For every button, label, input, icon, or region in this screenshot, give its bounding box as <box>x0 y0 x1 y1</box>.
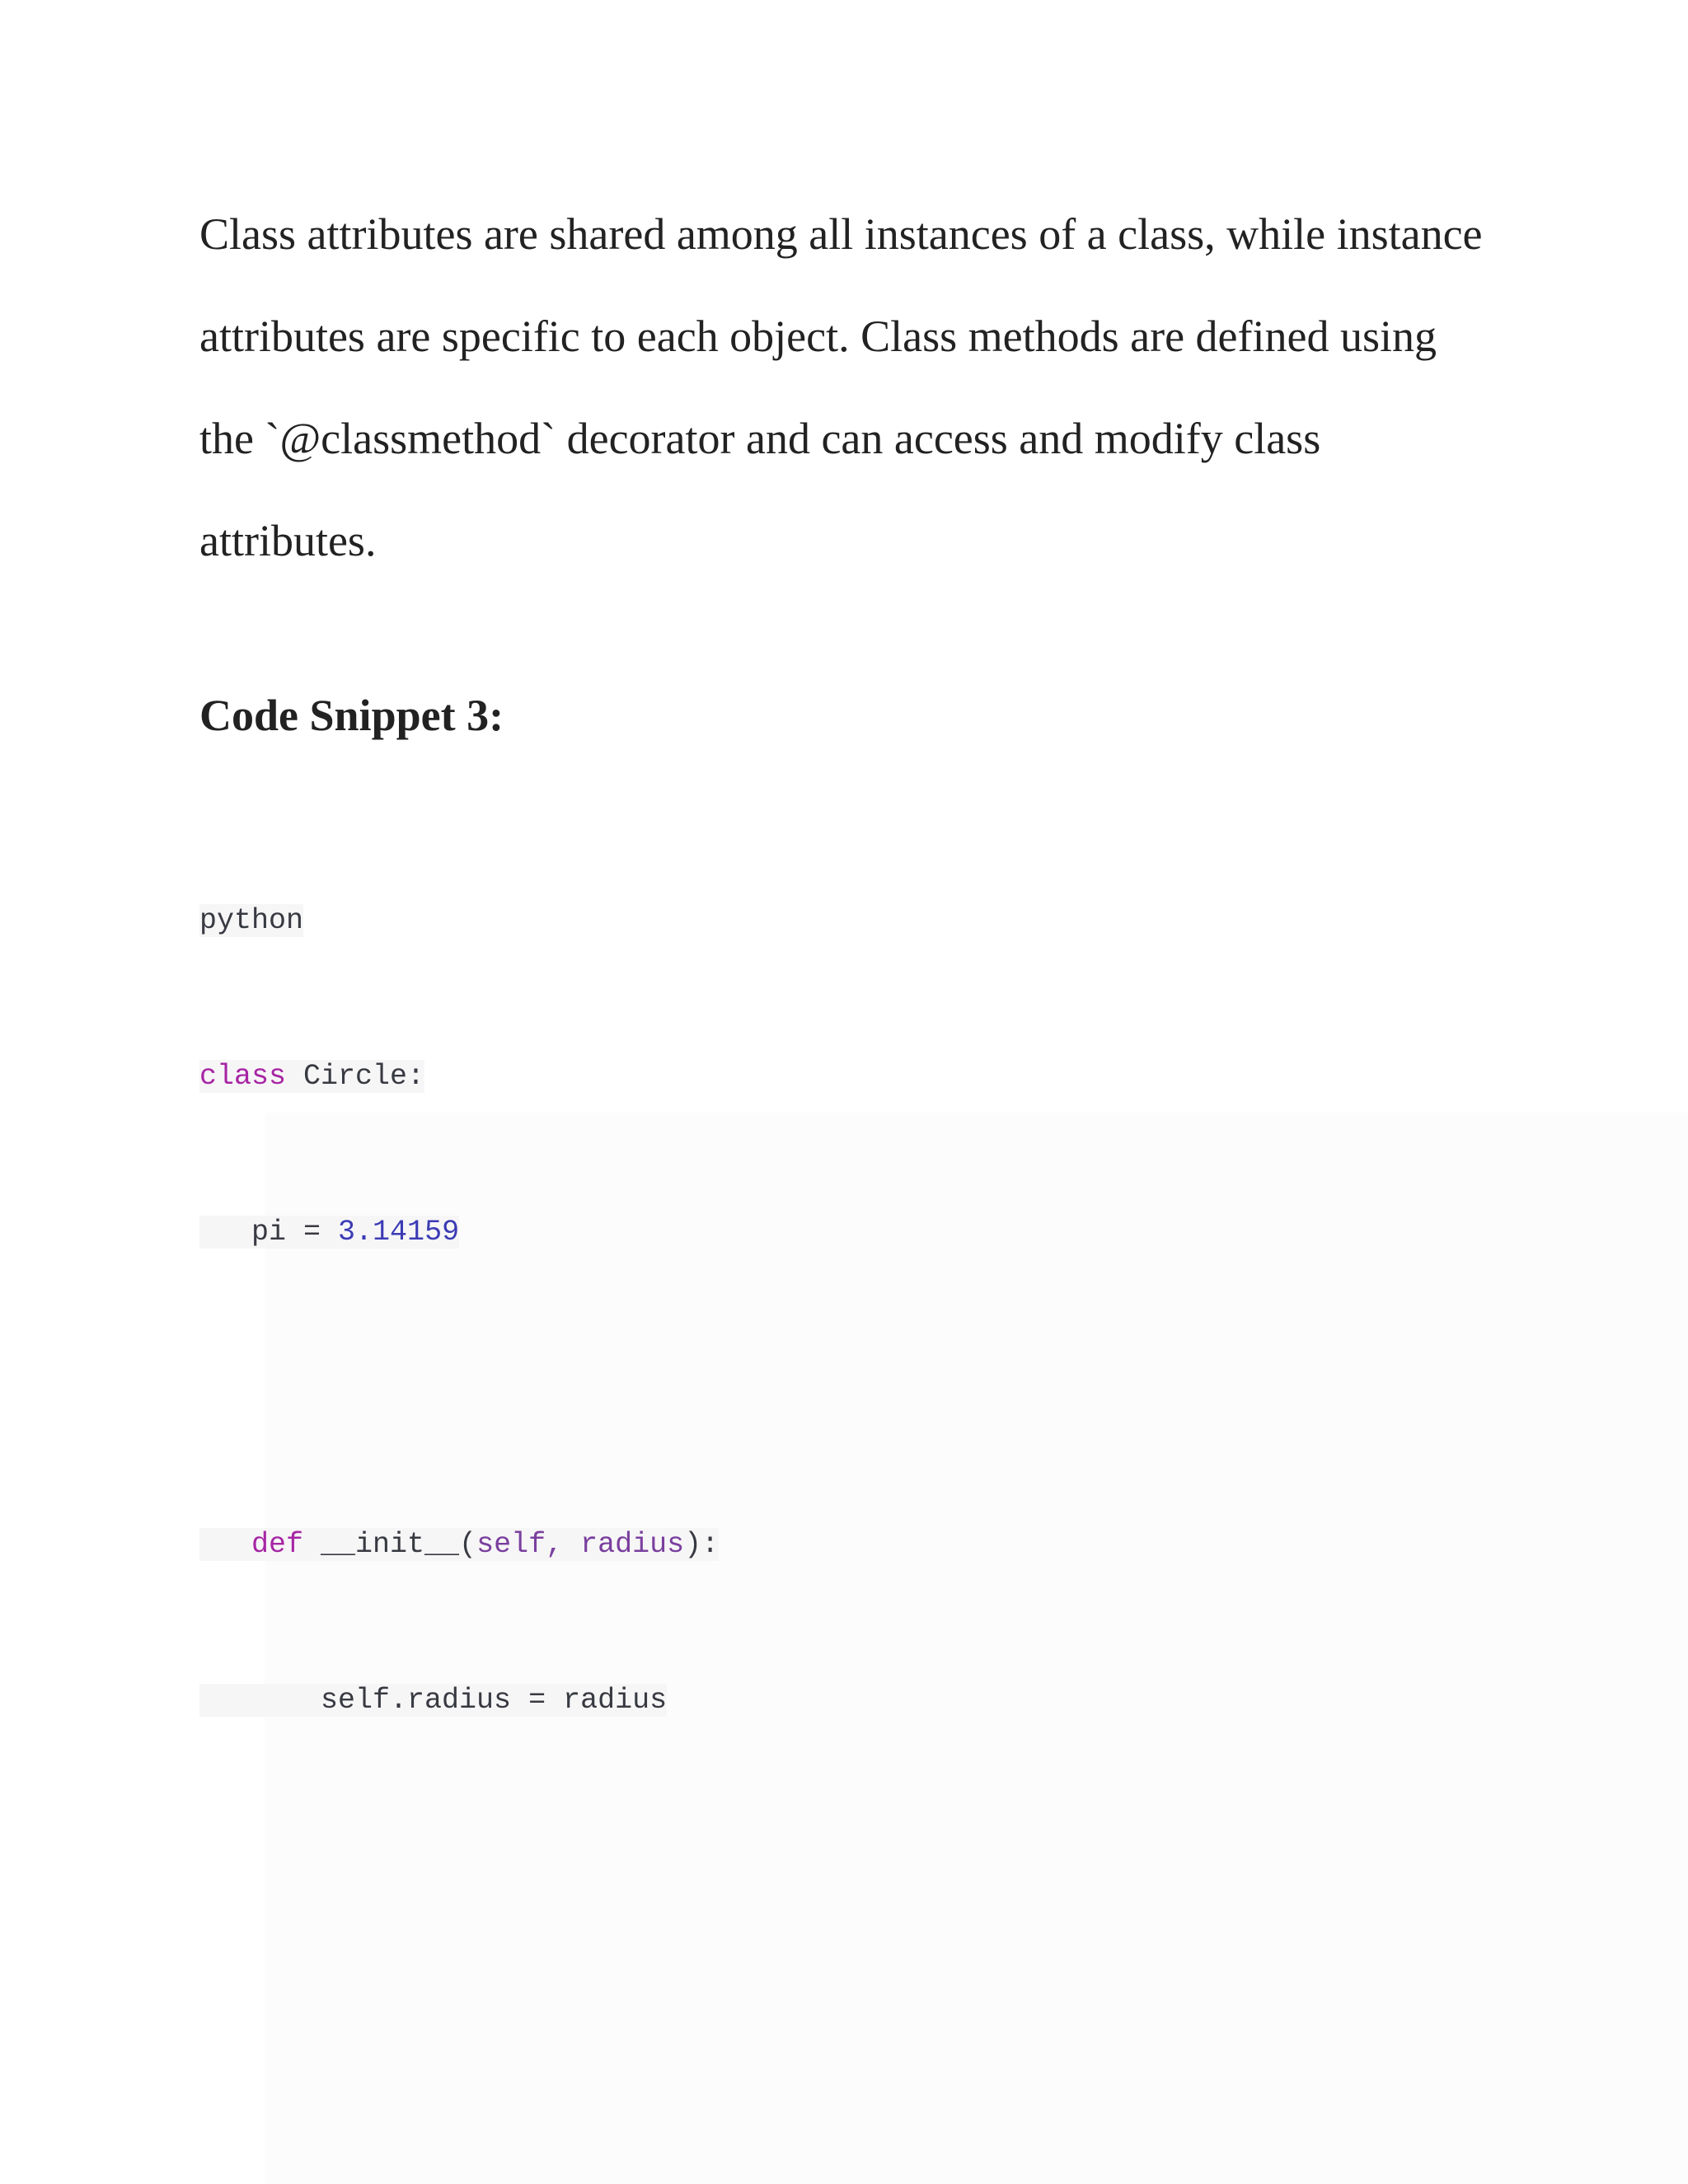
section-heading: Code Snippet 3: <box>199 691 504 740</box>
code-line-def <box>199 1528 719 1561</box>
code-line-class <box>199 1060 424 1093</box>
code-line-pi <box>199 1216 459 1249</box>
code-text: pi = <box>251 1216 339 1249</box>
code-block-background <box>265 1113 1688 2184</box>
code-indent <box>199 1216 251 1249</box>
code-params: self, radius <box>476 1528 685 1561</box>
code-text: __init__( <box>303 1528 477 1561</box>
code-text: Circle: <box>286 1060 425 1093</box>
code-keyword: class <box>199 1060 287 1093</box>
code-line-assign: self.radius = radius <box>199 1684 668 1717</box>
code-number: 3.14159 <box>338 1216 460 1249</box>
code-indent <box>199 1528 251 1561</box>
code-keyword: def <box>251 1528 304 1561</box>
code-text: ): <box>684 1528 720 1561</box>
body-paragraph: Class attributes are shared among all instances of a class, while instance attributes are specific to each object. Class methods are defined using the `@classmethod` decorator and can access and modify class attributes. <box>199 209 1483 565</box>
code-language-label: python <box>199 904 304 937</box>
